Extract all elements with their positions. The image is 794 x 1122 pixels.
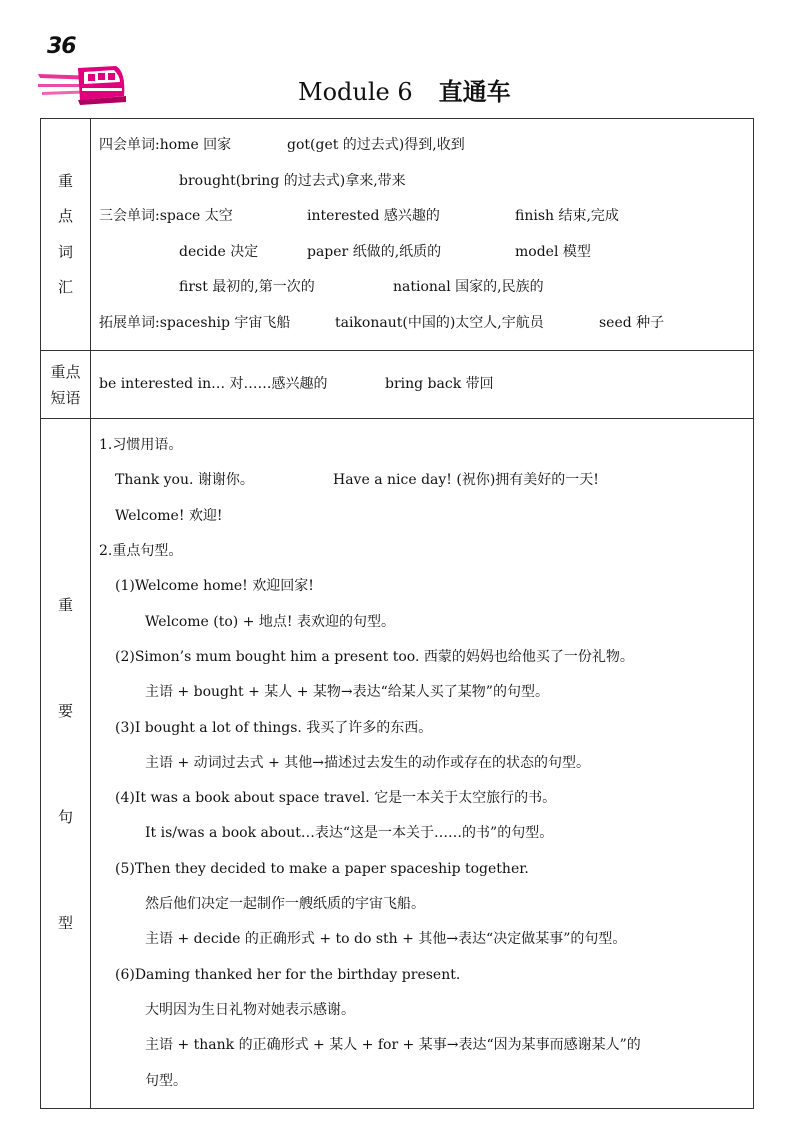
vocab-word: space 太空 [159,208,233,224]
sentence-translation: 大明因为生日礼物对她表示感谢。 [145,1001,355,1018]
vocab-word: spaceship 宇宙飞船 [159,314,291,331]
sentence-line: (3)I bought a lot of things. 我买了许多的东西。 [115,719,433,736]
sentences-row [41,419,754,1109]
sentence-note: 句型。 [145,1072,187,1089]
sentences-label-char: 型 [57,913,73,932]
train-icon [38,62,128,106]
sentences-content [91,419,754,1109]
vocab-word: national 国家的,民族的 [393,279,544,295]
sentence-line: 2.重点句型。 [99,543,183,560]
vocab-line [99,270,753,306]
vocab-word: seed 种子 [599,314,665,331]
sentence-note: 主语 + thank 的正确形式 + 某人 + for + 某事→表达“因为某事而感谢某人”的 [145,1037,641,1054]
vocab-label-char: 汇 [57,278,73,296]
vocab-word: finish 结束,完成 [515,208,619,224]
module-label: Module 6 [298,78,413,106]
sentences-label-char: 要 [57,701,73,720]
four-skill-label: 四会单词: [99,137,160,153]
sentence-text: Thank you. 谢谢你。 [115,472,254,489]
sentence-line: 1.习惯用语。 [99,437,183,454]
sentences-label-char: 重 [57,595,73,614]
three-skill-label: 三会单词: [99,208,160,224]
vocab-label-char: 点 [57,207,73,225]
vocab-word: paper 纸做的,纸质的 [307,243,442,260]
vocab-row [41,119,754,351]
phrase-item: bring back 带回 [385,375,494,392]
page-title [298,72,511,107]
vocab-label-char: 重 [57,171,73,190]
vocab-word: interested 感兴趣的 [307,208,440,224]
vocab-label [41,119,91,351]
vocab-line [99,128,753,164]
phrases-content [91,351,754,419]
sentence-line: (4)It was a book about space travel. 它是一本关于太空旅行的书。 [115,790,557,807]
page-number: 36 [47,34,76,59]
sentence-text: Have a nice day! (祝你)拥有美好的一天! [333,472,599,489]
sentence-line: (1)Welcome home! 欢迎回家! [115,578,314,595]
phrases-label [41,351,91,419]
vocab-content [91,119,754,351]
section-title: 直通车 [438,78,511,106]
sentence-note: Welcome (to) + 地点! 表欢迎的句型。 [145,613,395,630]
vocab-line [99,199,753,235]
content-table [40,118,754,1109]
phrase-item: be interested in… 对……感兴趣的 [99,375,328,392]
sentence-note: 主语 + 动词过去式 + 其他→描述过去发生的动作或存在的状态的句型。 [145,754,590,771]
sentences-label-char: 句 [57,807,73,826]
vocab-word: got(get 的过去式)得到,收到 [287,137,465,153]
ext-label: 拓展单词: [99,314,160,331]
vocab-word: taikonaut(中国的)太空人,宇航员 [335,314,544,331]
sentence-line: (2)Simon’s mum bought him a present too. 西蒙的妈妈也给他买了一份礼物。 [115,648,634,665]
vocab-line [99,235,753,271]
sentence-note: 主语 + bought + 某人 + 某物→表达“给某人买了某物”的句型。 [145,684,549,701]
phrases-label-line: 短语 [50,388,81,407]
vocab-word: first 最初的,第一次的 [179,279,315,295]
phrases-row [41,351,754,419]
phrases-label-line: 重点 [50,362,81,381]
sentence-line: Welcome! 欢迎! [115,507,223,524]
sentence-translation: 然后他们决定一起制作一艘纸质的宇宙飞船。 [145,896,425,913]
vocab-line [99,306,753,342]
vocab-word: decide 决定 [179,243,259,260]
vocab-word: home 回家 [159,137,232,153]
sentence-line [99,463,753,498]
sentence-line: (5)Then they decided to make a paper spaceship together. [115,860,529,877]
sentence-line: (6)Daming thanked her for the birthday present. [115,966,461,983]
phrase-line [99,367,753,403]
vocab-word: model 模型 [515,243,591,260]
vocab-label-char: 词 [57,242,73,261]
sentence-note: It is/was a book about…表达“这是一本关于……的书”的句型。 [145,825,554,842]
sentence-note: 主语 + decide 的正确形式 + to do sth + 其他→表达“决定做某事”的句型。 [145,931,627,948]
vocab-word: brought(bring 的过去式)拿来,带来 [179,172,406,189]
sentences-label [41,419,91,1109]
vocab-line [99,164,753,200]
